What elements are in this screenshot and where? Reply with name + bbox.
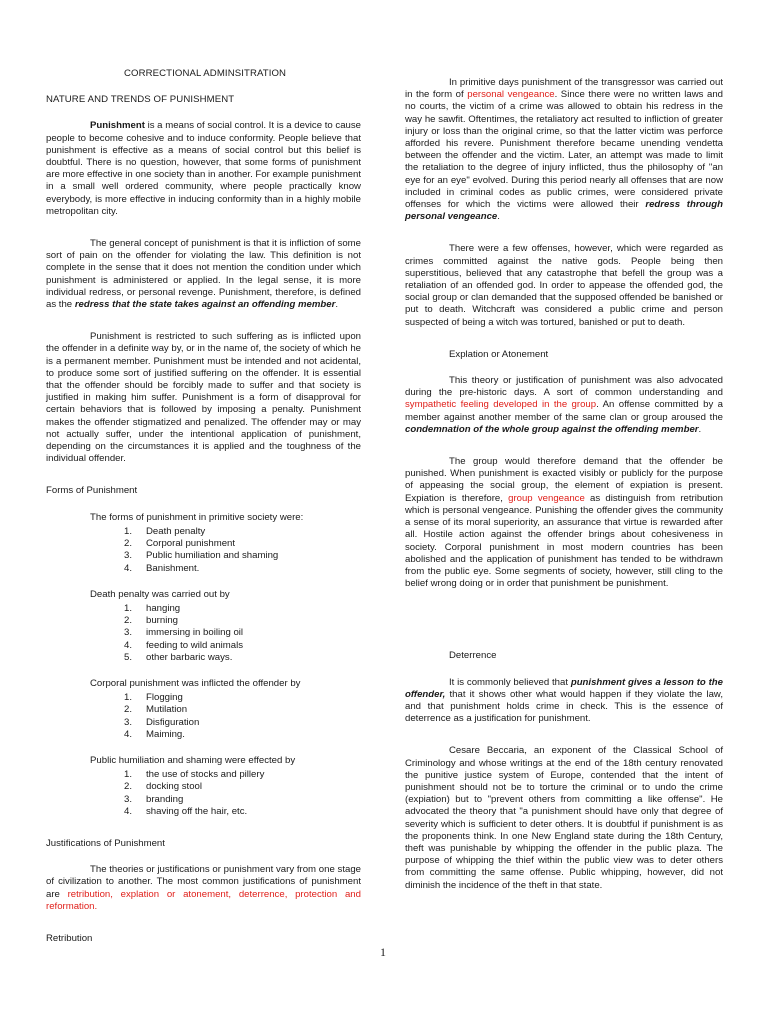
right-column	[405, 64, 723, 892]
list-item	[124, 806, 361, 818]
list-item-text: immersing in boiling oil	[146, 627, 244, 639]
list-item-text: burning	[146, 615, 179, 627]
list-item-number: 3.	[124, 627, 133, 639]
list-item-number: 3.	[124, 716, 133, 728]
list-item	[124, 538, 361, 550]
list-item-number: 1.	[124, 525, 133, 537]
humiliation-list	[46, 769, 361, 818]
list-item	[124, 729, 361, 741]
list-item-text: hanging	[146, 602, 181, 614]
list-item-number: 2.	[124, 615, 133, 627]
list-item-text: other barbaric ways.	[146, 651, 233, 663]
humiliation-intro: Public humiliation and shaming were effected by	[90, 754, 296, 766]
paragraph-restricted-suffering: Punishment is restricted to such suffering as is inflicted upon the offender in a definite way by, or in the name of, the society of which he is a permanent member. Punishment must be intended and not acidental, to produce some sort of justified suffering on the offender. It is essential that the offender should be forcibly made to suffer and that society is justified in making him suffer. Punishment is a form of disapproval for certain behaviors that is followed by imposing a penalty. Punishment makes the offender stigmatized and penalized. The offender may or may not actually suffer, under the intentional application of punishment, depending on the circumstances it is applied and the toughness of the individual offender.	[46, 331, 361, 465]
heading-forms-of-punishment: Forms of Punishment	[46, 485, 138, 497]
list-item-text: Corporal punishment	[146, 538, 236, 550]
corporal-punishment-list	[46, 692, 361, 741]
list-item-number: 4.	[124, 805, 133, 817]
paragraph-group-vengeance: The group would therefore demand that the offender be punished. When punishment is exacted visibly or publicly for the purpose of appeasing the social group, the element of expiation is present. Expiation is therefore, group vengeance as distinguish from retribution which is personal vengeance. Punishing the offender gives the community a sense of its moral superiority, an assurance that virtue is rewarded after all. Hostile action against the offender brings about cohesiveness in society. Corporal punishment in most modern countries has been abolished and the application of punishment has tended to be withdrawn from the public eye. Some segments of society, however, still cling to the belief wrong doing or in order that punishment be punishment.	[405, 456, 723, 590]
death-penalty-list	[46, 603, 361, 664]
highlight-group-vengeance: group vengeance	[508, 492, 585, 504]
term-punishment: Punishment	[90, 120, 145, 132]
paragraph-personal-vengeance: In primitive days punishment of the transgressor was carried out in the form of personal vengeance. Since there were no written laws and no courts, the victim of a crime was allowed to obtain his redress in the way he sawfit. Oftentimes, the retaliatory act resulted to infliction of greater injury or loss than the original crime, so that the latter victim was perforce afforded his revere. Punishment therefore became unending vendetta between the offender and the victim. Later, an attempt was made to limit the retaliation to the degree of injury inflicted, thus the philosophy of "an eye for an eye" evolved. During this period nearly all offenses that are now included in criminal codes as public crimes, were considered private offenses for which the victims were allowed their redress through personal vengeance.	[405, 77, 723, 223]
list-item	[124, 652, 361, 664]
death-penalty-intro: Death penalty was carried out by	[90, 588, 230, 600]
page-number: 1	[380, 945, 386, 959]
list-item-number: 2.	[124, 538, 133, 550]
list-item-number: 2.	[124, 781, 133, 793]
forms-list	[46, 526, 361, 575]
paragraph-native-gods: There were a few offenses, however, which were regarded as crimes committed against the native gods. People being then superstitious, believed that any catastrophe that befell the group was a retaliation of an offended god. In order to appease the offended god, the social group or clan demanded that the supposed offended be banished or put to death. Witchcraft was considered a public crime and person suspected of being a witch was tortured, banished or put to death.	[405, 243, 723, 328]
heading-retribution: Retribution	[46, 932, 93, 944]
list-item	[124, 563, 361, 575]
list-item-number: 1.	[124, 602, 133, 614]
list-item	[124, 640, 361, 652]
paragraph-punishment-definition: Punishment is a means of social control. It is a device to cause people to become cohesive and to induce conformity. People believe that punishment is effective as a means of social control but this belief is doubtful. There is no question, however, that some forms of punishment are more effective in one society than in another. For example punishment in a small well ordered community, where people practically know everybody, is more effective in inducing conformity than in a highly mobile metropolitan city.	[46, 120, 361, 217]
list-item-text: branding	[146, 793, 184, 805]
list-item	[124, 781, 361, 793]
list-item	[124, 692, 361, 704]
list-item-number: 3.	[124, 550, 133, 562]
list-item	[124, 794, 361, 806]
corporal-intro: Corporal punishment was inflicted the offender by	[90, 677, 301, 689]
list-item-number: 4.	[124, 639, 133, 651]
heading-expiation: Explation or Atonement	[449, 348, 549, 360]
list-item-text: Banishment.	[146, 562, 200, 574]
highlight-sympathetic-feeling: sympathetic feeling developed in the group	[405, 399, 597, 411]
emphasis-condemnation: condemnation of the whole group against the offending member	[405, 423, 699, 435]
list-item-number: 1.	[124, 769, 133, 781]
list-item	[124, 704, 361, 716]
emphasis-redress-vengeance: redress through personal vengeance	[405, 199, 723, 223]
section-heading-nature: NATURE AND TRENDS OF PUNISHMENT	[46, 94, 235, 106]
list-item-text: Maiming.	[146, 728, 185, 740]
list-item-text: Disfiguration	[146, 716, 200, 728]
emphasis-redress: redress that the state takes against an offending member	[74, 299, 336, 311]
list-item-text: Flogging	[146, 692, 183, 704]
list-item	[124, 769, 361, 781]
forms-intro: The forms of punishment in primitive society were:	[90, 511, 304, 523]
paragraph-beccaria: Cesare Beccaria, an exponent of the Classical School of Criminology and whose writings at the end of the 18th century renovated the punitive justice system of Europe, contended that the intent of punishment should not be to torture the criminal or to undo the crime (expiation) but to "prevent others from committing a like offense". He advocated the theory that "a punishment should have only that degree of severity which is sufficient to deter others. It is doubtful if punishment is as the proponents think. In one New England state during the 18th Century, theft was punishable by whipping the offender in the public plaza. The purpose of whipping the thief within the public view was to deter others from committing the same offense. Public whipping, however, did not diminish the incidence of the theft in that state.	[405, 745, 723, 891]
list-item-number: 4.	[124, 562, 133, 574]
list-item-text: Death penalty	[146, 525, 206, 537]
document-title: CORRECTIONAL ADMINSITRATION	[124, 68, 287, 79]
list-item	[124, 627, 361, 639]
paragraph-general-concept: The general concept of punishment is that it is infliction of some sort of pain on the offender for violating the law. This definition is not complete in the sense that it does not mention the condition under which punishment is administered or applied. In the legal sense, it is more individual redress, or personal revenge. Punishment, therefore, is defined as the redress that the state takes against an offending member.	[46, 238, 361, 311]
list-item-text: the use of stocks and pillery	[146, 769, 265, 781]
list-item	[124, 603, 361, 615]
list-item-number: 1.	[124, 692, 133, 704]
heading-deterrence: Deterrence	[449, 650, 497, 662]
paragraph-expiation-theory: This theory or justification of punishment was also advocated during the pre-historic days. A sort of common understanding and sympathetic feeling developed in the group. An offense committed by a member against another member of the same clan or group aroused the condemnation of the whole group against the offending member.	[405, 375, 723, 435]
emphasis-lesson: punishment gives a lesson to the offender,	[405, 676, 723, 700]
heading-justifications: Justifications of Punishment	[46, 837, 165, 849]
list-item-text: docking stool	[146, 781, 202, 793]
left-column	[46, 64, 361, 945]
list-item-text: Mutilation	[146, 704, 188, 716]
list-item	[124, 717, 361, 729]
list-item-number: 3.	[124, 793, 133, 805]
list-item-number: 5.	[124, 651, 133, 663]
list-item-text: Public humiliation and shaming	[146, 550, 279, 562]
paragraph-deterrence-lesson: It is commonly believed that punishment gives a lesson to the offender, that it shows other what would happen if they violate the law, and that punishment holds crime in check. This is the essence of deterrence as a justification for punishment.	[405, 676, 723, 725]
highlight-personal-vengeance: personal vengeance	[467, 89, 555, 101]
list-item	[124, 550, 361, 562]
paragraph-justifications: The theories or justifications or punishment vary from one stage of civilization to another. The most common justifications of punishment are retribution, explation or atonement, deterrence, protection and reformation.	[46, 864, 361, 912]
list-item-text: feeding to wild animals	[146, 639, 244, 651]
highlight-justifications-list: retribution, explation or atonement, deterrence, protection and reformation.	[46, 888, 361, 912]
list-item-number: 2.	[124, 704, 133, 716]
list-item	[124, 526, 361, 538]
list-item	[124, 615, 361, 627]
list-item-number: 4.	[124, 728, 133, 740]
list-item-text: shaving off the hair, etc.	[146, 805, 248, 817]
